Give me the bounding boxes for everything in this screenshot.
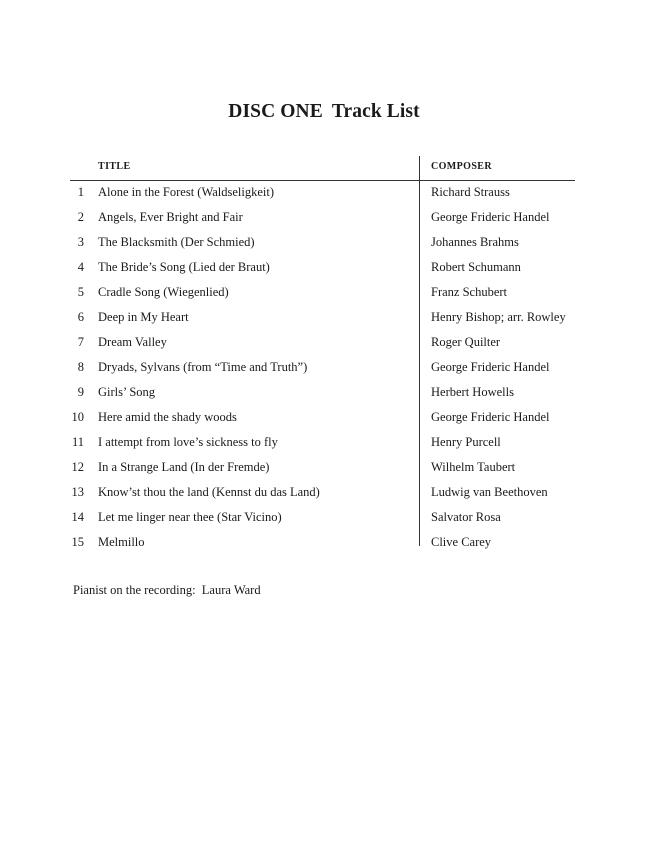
- track-row: [70, 182, 575, 207]
- page-title-disc: DISC ONE: [228, 101, 323, 122]
- track-row: [70, 382, 575, 407]
- track-row: [70, 482, 575, 507]
- track-row: [70, 432, 575, 457]
- track-number: 2: [77, 210, 84, 224]
- track-number: 14: [71, 510, 84, 524]
- track-title: Melmillo: [98, 535, 145, 549]
- track-composer: Ludwig van Beethoven: [431, 485, 548, 499]
- track-number: 1: [77, 185, 84, 199]
- track-row: [70, 207, 575, 232]
- track-title: Alone in the Forest (Waldseligkeit): [98, 185, 275, 199]
- track-number: 8: [77, 360, 84, 374]
- track-composer: George Frideric Handel: [431, 410, 550, 424]
- track-number: 6: [77, 310, 84, 324]
- track-title: I attempt from love’s sickness to fly: [98, 435, 278, 449]
- column-header-composer: COMPOSER: [431, 161, 492, 172]
- track-number: 7: [77, 335, 84, 349]
- track-number: 3: [77, 235, 84, 249]
- pianist-label: Pianist on the recording:: [73, 583, 196, 597]
- track-row: [70, 232, 575, 257]
- track-composer: Richard Strauss: [431, 185, 510, 199]
- track-row: [70, 532, 575, 557]
- track-title: Angels, Ever Bright and Fair: [98, 210, 243, 224]
- track-number: 12: [71, 460, 84, 474]
- column-header-title: TITLE: [98, 161, 131, 172]
- track-number: 4: [77, 260, 84, 274]
- track-title: Dryads, Sylvans (from “Time and Truth”): [98, 360, 308, 374]
- track-composer: Herbert Howells: [431, 385, 514, 399]
- track-number: 15: [71, 535, 84, 549]
- track-row: [70, 457, 575, 482]
- track-composer: Henry Bishop; arr. Rowley: [431, 310, 566, 324]
- track-composer: Henry Purcell: [431, 435, 501, 449]
- track-row: [70, 257, 575, 282]
- track-title: Cradle Song (Wiegenlied): [98, 285, 229, 299]
- track-rows: [70, 182, 575, 557]
- track-title: The Blacksmith (Der Schmied): [98, 235, 255, 249]
- track-composer: Franz Schubert: [431, 285, 508, 299]
- track-number: 13: [71, 485, 84, 499]
- track-number: 5: [77, 285, 84, 299]
- page-title-tracklist: Track List: [331, 101, 420, 122]
- track-title: Let me linger near thee (Star Vicino): [98, 510, 282, 524]
- track-number: 10: [71, 410, 84, 424]
- track-title: Know’st thou the land (Kennst du das Land): [98, 485, 320, 499]
- track-row: [70, 407, 575, 432]
- track-composer: Roger Quilter: [431, 335, 501, 349]
- track-title: Dream Valley: [98, 335, 167, 349]
- track-row: [70, 282, 575, 307]
- track-composer: George Frideric Handel: [431, 210, 550, 224]
- track-row: [70, 507, 575, 532]
- track-number: 11: [71, 435, 84, 449]
- track-title: Girls’ Song: [98, 385, 156, 399]
- track-composer: Clive Carey: [431, 535, 492, 549]
- track-title: Here amid the shady woods: [98, 410, 237, 424]
- page-title: [0, 101, 648, 123]
- pianist-credit: [73, 583, 261, 598]
- pianist-name: Laura Ward: [201, 583, 261, 597]
- track-row: [70, 357, 575, 382]
- track-row: [70, 307, 575, 332]
- track-table: [70, 152, 575, 550]
- track-composer: Wilhelm Taubert: [431, 460, 516, 474]
- track-composer: Salvator Rosa: [431, 510, 501, 524]
- track-row: [70, 332, 575, 357]
- track-composer: Johannes Brahms: [431, 235, 519, 249]
- track-title: In a Strange Land (In der Fremde): [98, 460, 270, 474]
- header-divider: [70, 180, 575, 181]
- track-title: The Bride’s Song (Lied der Braut): [98, 260, 270, 274]
- track-composer: Robert Schumann: [431, 260, 521, 274]
- track-composer: George Frideric Handel: [431, 360, 550, 374]
- track-title: Deep in My Heart: [98, 310, 189, 324]
- track-number: 9: [77, 385, 84, 399]
